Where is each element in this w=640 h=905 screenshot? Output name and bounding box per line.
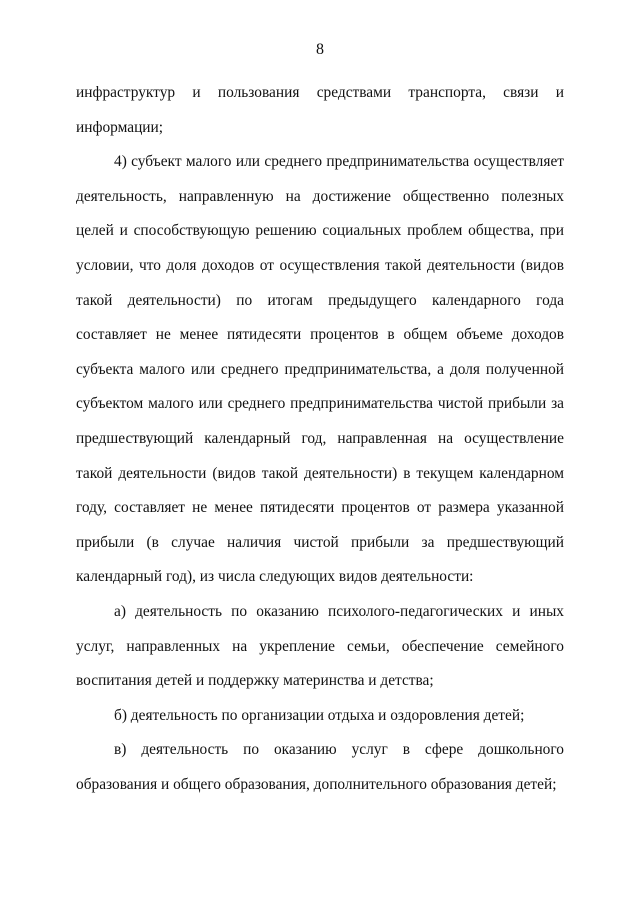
document-body — [76, 76, 564, 802]
paragraph-item-v: в) деятельность по оказанию услуг в сфере дошкольного образования и общего образования, дополнительного образования детей; — [76, 741, 564, 793]
page-number: 8 — [316, 41, 324, 58]
paragraph-item-a: а) деятельность по оказанию психолого-педагогических и иных услуг, направленных на укрепление семьи, обеспечение семейного воспитания детей и поддержку материнства и детства; — [76, 602, 564, 690]
paragraph-item-b: б) деятельность по организации отдыха и оздоровления детей; — [114, 706, 525, 724]
paragraph-item-4: 4) субъект малого или среднего предпринимательства осуществляет деятельность, направленную на достижение общественно полезных целей и способствующую решению социальных проблем общества, при условии, что доля доходов от осуществления такой деятельности (видов такой деятельности) по итогам предыдущего календарного года составляет не менее пятидесяти процентов в общем объеме доходов субъекта малого или среднего предпринимательства, а доля полученной субъектом малого или среднего предпринимательства чистой прибыли за предшествующий календарный год, направленная на осуществление такой деятельности (видов такой деятельности) в текущем календарном году, составляет не менее пятидесяти процентов от размера указанной прибыли (в случае наличия чистой прибыли за предшествующий календарный год), из числа следующих видов деятельности: — [76, 153, 564, 586]
paragraph-continuation: инфраструктур и пользования средствами транспорта, связи и информации; — [76, 84, 564, 136]
